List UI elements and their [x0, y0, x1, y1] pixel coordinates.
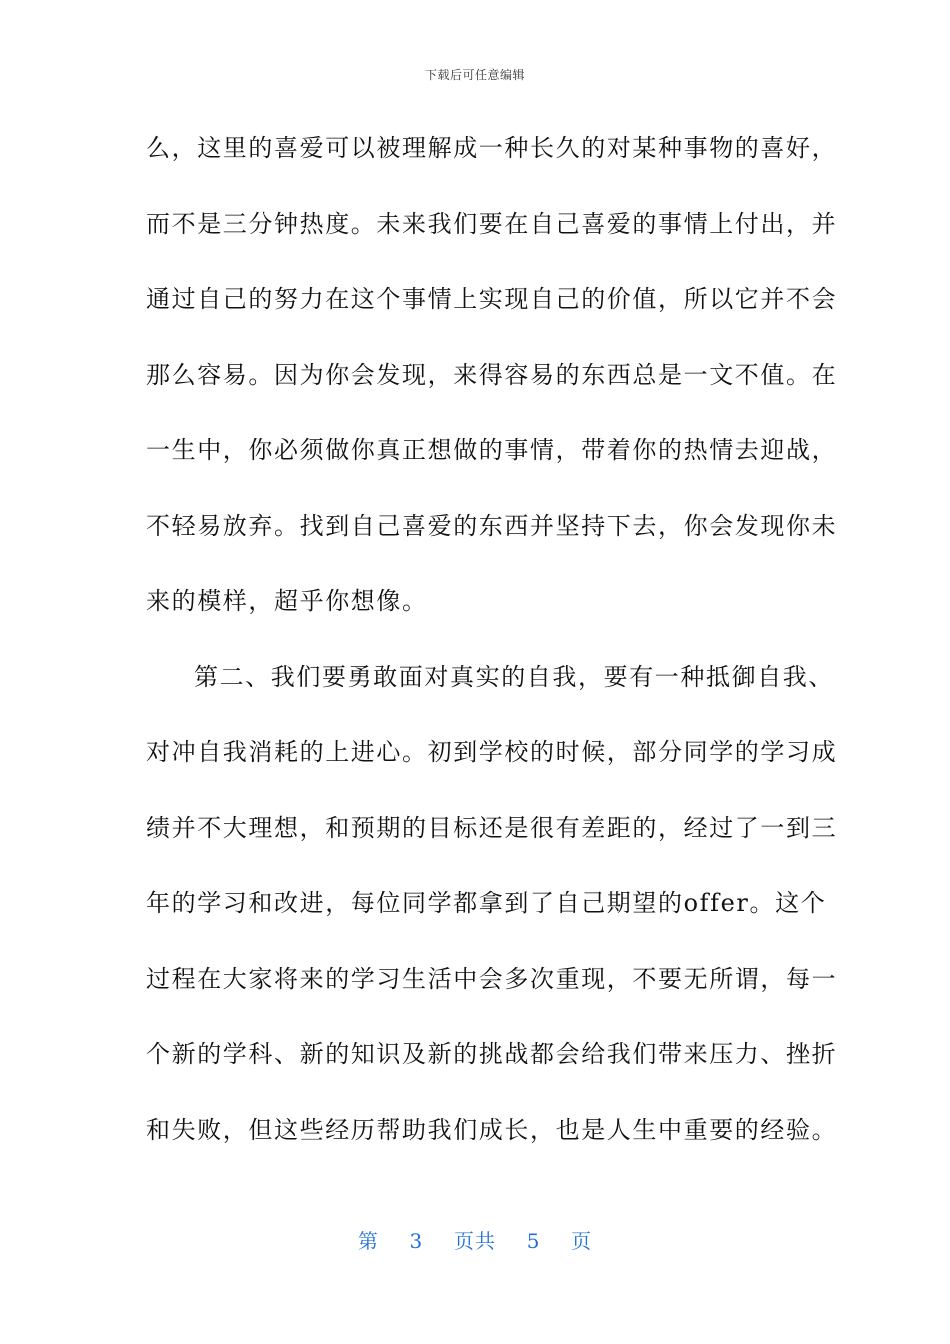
footer-suffix: 页 [571, 1229, 593, 1253]
total-page-number: 5 [526, 1229, 541, 1253]
text-line: 绩并不大理想，和预期的目标还是很有差距的，经过了一到三 [146, 813, 838, 842]
text-line: 那么容易。因为你会发现，来得容易的东西总是一文不值。在 [146, 360, 838, 389]
paragraph-start-line: 第二、我们要勇敢面对真实的自我，要有一种抵御自我、 [194, 662, 834, 691]
footer-prefix: 第 [357, 1229, 379, 1253]
page-footer [0, 1225, 950, 1254]
document-body [146, 118, 838, 1175]
current-page-number: 3 [409, 1229, 424, 1253]
text-line: 过程在大家将来的学习生活中会多次重现，不要无所谓，每一 [146, 964, 838, 993]
text-line: 年的学习和改进，每位同学都拿到了自己期望的offer。这个 [146, 889, 827, 917]
text-line: 不轻易放弃。找到自己喜爱的东西并坚持下去，你会发现你未 [146, 511, 838, 540]
text-line: 来的模样，超乎你想像。 [146, 587, 428, 615]
text-line: 么，这里的喜爱可以被理解成一种长久的对某种事物的喜好， [146, 134, 838, 162]
text-line: 一生中，你必须做你真正想做的事情，带着你的热情去迎战， [146, 436, 838, 464]
footer-middle: 页共 [454, 1229, 496, 1253]
page-header: 下载后可任意编辑 [424, 68, 525, 82]
text-line: 个新的学科、新的知识及新的挑战都会给我们带来压力、挫折 [146, 1040, 838, 1068]
text-line: 而不是三分钟热度。未来我们要在自己喜爱的事情上付出，并 [146, 209, 838, 238]
text-line: 对冲自我消耗的上进心。初到学校的时候，部分同学的学习成 [146, 738, 838, 766]
text-line: 和失败，但这些经历帮助我们成长，也是人生中重要的经验。 [146, 1115, 838, 1144]
text-line: 通过自己的努力在这个事情上实现自己的价值，所以它并不会 [146, 285, 838, 313]
